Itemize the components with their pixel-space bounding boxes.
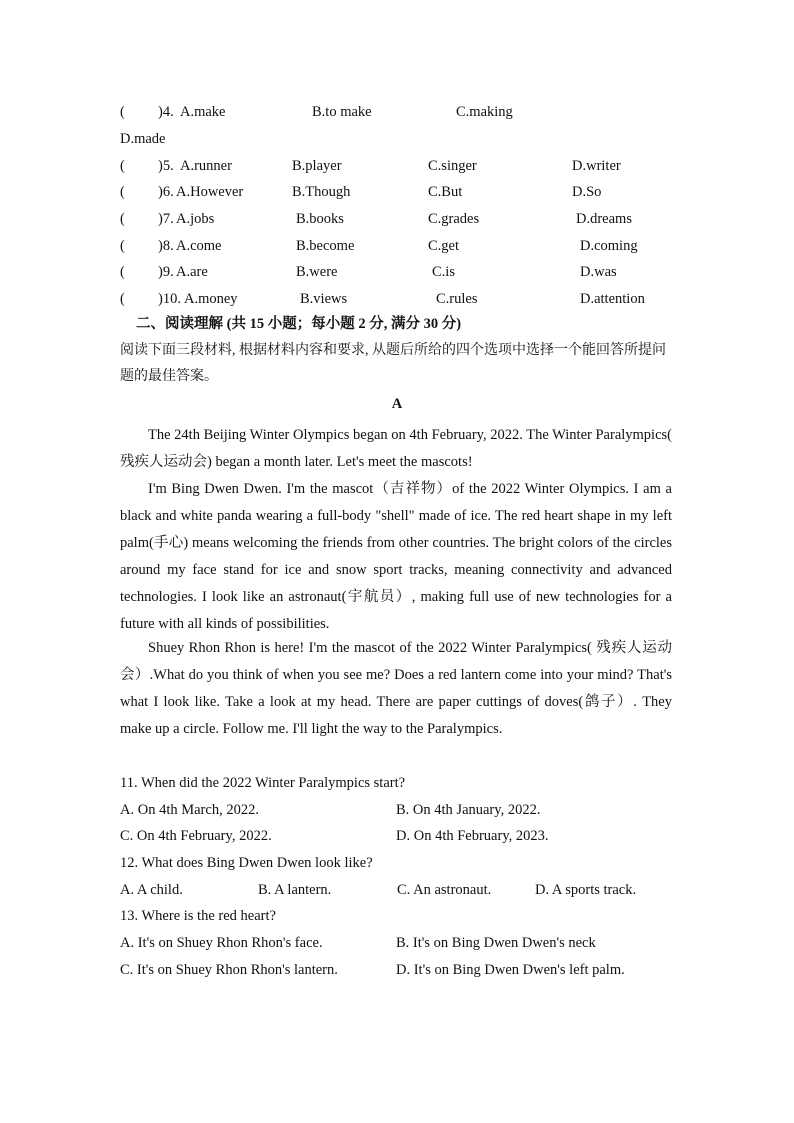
question-number: )6. xyxy=(158,184,174,200)
option-b: B.Though xyxy=(292,184,351,200)
answer-bracket: ( xyxy=(120,211,125,227)
option-d: D.writer xyxy=(572,158,621,174)
option-b: B.views xyxy=(300,291,348,307)
option-a: A.money xyxy=(184,291,238,307)
option-a: A.However xyxy=(176,184,244,200)
section-instruction: 阅读下面三段材料, 根据材料内容和要求, 从题后所给的四个选项中选择一个能回答所提问题的最佳答案。 xyxy=(120,343,666,384)
option-d: D.dreams xyxy=(576,211,632,227)
question-number: )5. xyxy=(158,158,174,174)
option-c: C.is xyxy=(432,264,455,280)
option-c: C. An astronaut. xyxy=(397,882,492,898)
question-stem: 12. What does Bing Dwen Dwen look like? xyxy=(120,855,373,871)
option-b: B.to make xyxy=(312,104,372,120)
option-d: D. On 4th February, 2023. xyxy=(396,828,549,844)
option-a: A. On 4th March, 2022. xyxy=(120,802,259,818)
question-number: )8. xyxy=(158,238,174,254)
answer-bracket: ( xyxy=(120,104,125,120)
option-b: B. On 4th January, 2022. xyxy=(396,802,541,818)
question-stem: 13. Where is the red heart? xyxy=(120,908,276,924)
section-heading: 二、阅读理解 (共 15 小题；每小题 2 分, 满分 30 分) xyxy=(136,316,462,332)
option-a: A. It's on Shuey Rhon Rhon's face. xyxy=(120,935,323,951)
option-d: D.made xyxy=(120,131,166,147)
answer-bracket: ( xyxy=(120,158,125,174)
question-stem: 11. When did the 2022 Winter Paralympics start? xyxy=(120,775,406,791)
answer-bracket: ( xyxy=(120,264,125,280)
passage-label: A xyxy=(391,396,403,412)
option-c: C.grades xyxy=(428,211,480,227)
question-number: )9. xyxy=(158,264,174,280)
passage-paragraph: I'm Bing Dwen Dwen. I'm the mascot（吉祥物）of the 2022 Winter Olympics. I am a black and white panda wearing a full-body "shell" made of ice. The red heart shape in my left palm(手心) means welcoming the friends from other countries. The bright colors of the circles around my face stand for ice and snow sport tracks, meaning connectivity and advanced technologies. I look like an astronaut(宇航员）, making full use of new technologies for a future with all kinds of possibilities. xyxy=(120,481,672,632)
option-a: A.come xyxy=(176,238,222,254)
option-b: B.become xyxy=(296,238,355,254)
passage-paragraph: The 24th Beijing Winter Olympics began on 4th February, 2022. The Winter Paralympics( 残疾人运动会) began a month later. Let's meet the mascots! xyxy=(120,427,672,470)
option-b: B.books xyxy=(296,211,344,227)
question-number: )7. xyxy=(158,211,174,227)
option-b: B. It's on Bing Dwen Dwen's neck xyxy=(396,935,596,951)
option-b: B.were xyxy=(296,264,338,280)
answer-bracket: ( xyxy=(120,291,125,307)
option-a: A. A child. xyxy=(120,882,183,898)
option-d: D.coming xyxy=(580,238,638,254)
option-c: C.rules xyxy=(436,291,478,307)
option-d: D. It's on Bing Dwen Dwen's left palm. xyxy=(396,962,625,978)
option-c: C.get xyxy=(428,238,460,254)
answer-bracket: ( xyxy=(120,238,125,254)
answer-bracket: ( xyxy=(120,184,125,200)
option-a: A.jobs xyxy=(176,211,215,227)
passage-paragraph: Shuey Rhon Rhon is here! I'm the mascot of the 2022 Winter Paralympics( 残疾人运动会）.What do you think of when you see me? Does a red lantern come into your mind? That's what I look like. Take a look at my head. There are paper cuttings of doves(鸽子）. They make up a circle. Follow me. I'll light the way to the Paralympics. xyxy=(120,640,672,737)
option-a: A.runner xyxy=(180,158,232,174)
option-c: C.singer xyxy=(428,158,477,174)
option-d: D. A sports track. xyxy=(535,882,637,898)
option-d: D.was xyxy=(580,264,617,280)
option-a: A.make xyxy=(180,104,226,120)
option-a: A.are xyxy=(176,264,208,280)
option-c: C. On 4th February, 2022. xyxy=(120,828,272,844)
option-d: D.attention xyxy=(580,291,645,307)
option-b: B. A lantern. xyxy=(258,882,332,898)
question-number: )4. xyxy=(158,104,174,120)
option-c: C. It's on Shuey Rhon Rhon's lantern. xyxy=(120,962,338,978)
option-c: C.making xyxy=(456,104,513,120)
question-number: )10. xyxy=(158,291,181,307)
option-c: C.But xyxy=(428,184,463,200)
option-b: B.player xyxy=(292,158,342,174)
option-d: D.So xyxy=(572,184,602,200)
